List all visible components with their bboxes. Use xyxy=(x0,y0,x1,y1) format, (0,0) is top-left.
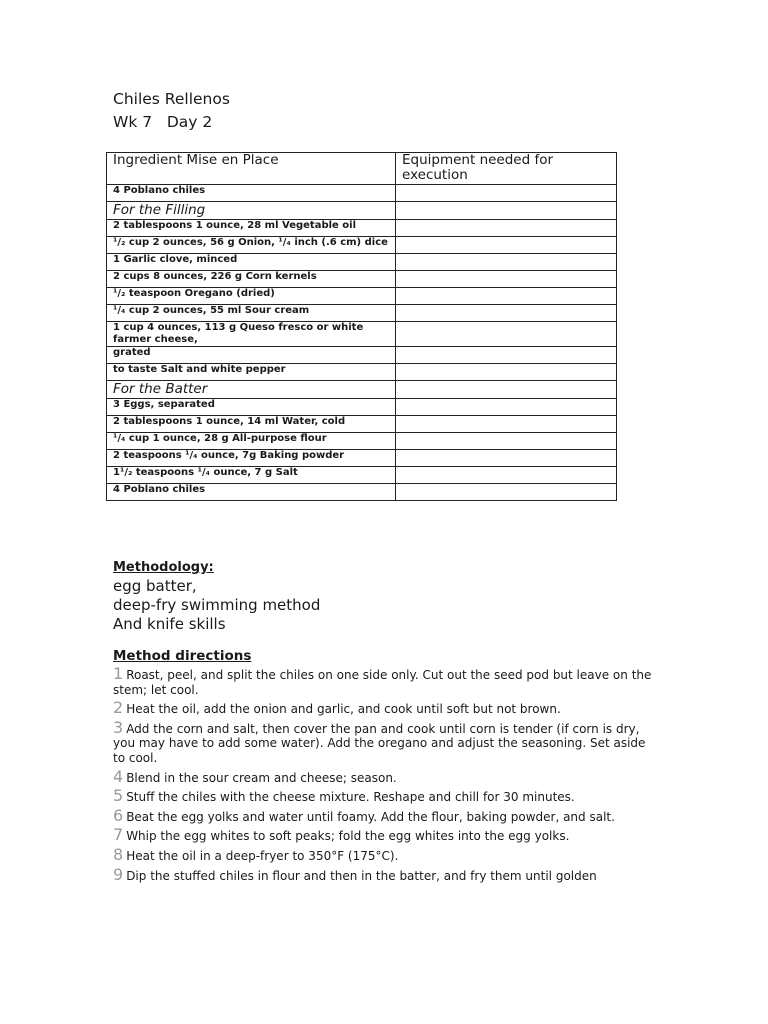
method-step xyxy=(113,844,673,864)
ingredient-cell: 2 cups 8 ounces, 226 g Corn kernels xyxy=(107,271,396,288)
table-row xyxy=(107,305,617,322)
ingredient-cell: 2 tablespoons 1 ounce, 28 ml Vegetable oil xyxy=(107,220,396,237)
equipment-cell xyxy=(396,399,617,416)
step-number: 2 xyxy=(113,698,124,718)
equipment-cell xyxy=(396,322,617,347)
equipment-cell xyxy=(396,347,617,364)
step-text: Blend in the sour cream and cheese; season. xyxy=(126,770,397,785)
method-step xyxy=(113,766,673,786)
ingredient-cell: to taste Salt and white pepper xyxy=(107,364,396,381)
equipment-cell xyxy=(396,484,617,501)
table-row xyxy=(107,322,617,347)
methodology-line: egg batter, xyxy=(113,577,197,595)
ingredient-cell: ¹/₄ cup 1 ounce, 28 g All-purpose flour xyxy=(107,433,396,450)
table-row xyxy=(107,185,617,202)
method-step xyxy=(113,698,673,718)
table-row xyxy=(107,347,617,364)
equipment-cell xyxy=(396,202,617,220)
equipment-cell xyxy=(396,381,617,399)
equipment-cell xyxy=(396,467,617,484)
method-step xyxy=(113,786,673,806)
equipment-cell xyxy=(396,254,617,271)
table-row xyxy=(107,433,617,450)
ingredient-table-body xyxy=(107,153,617,501)
section-label: For the Batter xyxy=(107,381,396,399)
method-step xyxy=(113,664,673,697)
methodology-line: deep-fry swimming method xyxy=(113,596,321,614)
table-row xyxy=(107,416,617,433)
method-directions-heading: Method directions xyxy=(113,648,252,664)
ingredient-cell: 1 Garlic clove, minced xyxy=(107,254,396,271)
step-text: Dip the stuffed chiles in flour and then in the batter, and fry them until golden xyxy=(126,868,597,883)
ingredient-cell: 2 tablespoons 1 ounce, 14 ml Water, cold xyxy=(107,416,396,433)
table-row xyxy=(107,399,617,416)
equipment-cell xyxy=(396,305,617,322)
step-text: Heat the oil, add the onion and garlic, and cook until soft but not brown. xyxy=(126,702,561,717)
table-row xyxy=(107,220,617,237)
ingredient-cell: 1 cup 4 ounces, 113 g Queso fresco or white farmer cheese, xyxy=(107,322,396,347)
table-row xyxy=(107,364,617,381)
equipment-cell xyxy=(396,271,617,288)
ingredient-cell: ¹/₄ cup 2 ounces, 55 ml Sour cream xyxy=(107,305,396,322)
method-step xyxy=(113,864,673,884)
step-text: Heat the oil in a deep-fryer to 350°F (175°C). xyxy=(126,848,399,863)
table-row xyxy=(107,271,617,288)
table-row xyxy=(107,484,617,501)
table-row xyxy=(107,237,617,254)
method-step xyxy=(113,717,673,766)
method-step xyxy=(113,805,673,825)
step-number: 1 xyxy=(113,664,124,683)
equipment-cell xyxy=(396,237,617,254)
method-step xyxy=(113,825,673,845)
equipment-column-header: Equipment needed for execution xyxy=(396,153,617,185)
table-header-row xyxy=(107,153,617,185)
recipe-subtitle: Wk 7 Day 2 xyxy=(113,113,213,131)
ingredient-cell: 4 Poblano chiles xyxy=(107,484,396,501)
ingredient-cell: 2 teaspoons ¹/₄ ounce, 7g Baking powder xyxy=(107,450,396,467)
ingredient-column-header: Ingredient Mise en Place xyxy=(107,153,396,185)
ingredient-cell: 4 Poblano chiles xyxy=(107,185,396,202)
step-text: Stuff the chiles with the cheese mixture. Reshape and chill for 30 minutes. xyxy=(126,790,575,805)
methodology-heading: Methodology: xyxy=(113,560,214,575)
step-number: 9 xyxy=(113,864,124,884)
step-text: Add the corn and salt, then cover the pan and cook until corn is tender (if corn is dry, you may have to add some water). Add the oregano and adjust the seasoning. Set aside to cool. xyxy=(113,721,646,765)
table-section-row xyxy=(107,381,617,399)
equipment-cell xyxy=(396,220,617,237)
methodology-line: And knife skills xyxy=(113,615,226,633)
equipment-cell xyxy=(396,185,617,202)
ingredient-cell: ¹/₂ teaspoon Oregano (dried) xyxy=(107,288,396,305)
step-number: 7 xyxy=(113,825,124,845)
method-steps-list xyxy=(113,664,673,887)
recipe-title: Chiles Rellenos xyxy=(113,90,230,108)
step-number: 8 xyxy=(113,844,124,864)
ingredient-cell: 3 Eggs, separated xyxy=(107,399,396,416)
step-number: 3 xyxy=(113,717,124,737)
section-label: For the Filling xyxy=(107,202,396,220)
equipment-cell xyxy=(396,433,617,450)
equipment-cell xyxy=(396,416,617,433)
step-number: 4 xyxy=(113,766,124,786)
table-row xyxy=(107,450,617,467)
table-row xyxy=(107,288,617,305)
step-text: Roast, peel, and split the chiles on one side only. Cut out the seed pod but leave on the stem; let cool. xyxy=(113,668,652,697)
ingredient-table xyxy=(106,152,617,501)
step-text: Beat the egg yolks and water until foamy. Add the flour, baking powder, and salt. xyxy=(126,809,615,824)
step-text: Whip the egg whites to soft peaks; fold the egg whites into the egg yolks. xyxy=(126,829,570,844)
ingredient-cell: grated xyxy=(107,347,396,364)
table-section-row xyxy=(107,202,617,220)
ingredient-cell: ¹/₂ cup 2 ounces, 56 g Onion, ¹/₄ inch (.6 cm) dice xyxy=(107,237,396,254)
equipment-cell xyxy=(396,288,617,305)
table-row xyxy=(107,254,617,271)
equipment-cell xyxy=(396,450,617,467)
step-number: 5 xyxy=(113,786,124,806)
ingredient-cell: 1¹/₂ teaspoons ¹/₄ ounce, 7 g Salt xyxy=(107,467,396,484)
step-number: 6 xyxy=(113,805,124,825)
table-row xyxy=(107,467,617,484)
equipment-cell xyxy=(396,364,617,381)
